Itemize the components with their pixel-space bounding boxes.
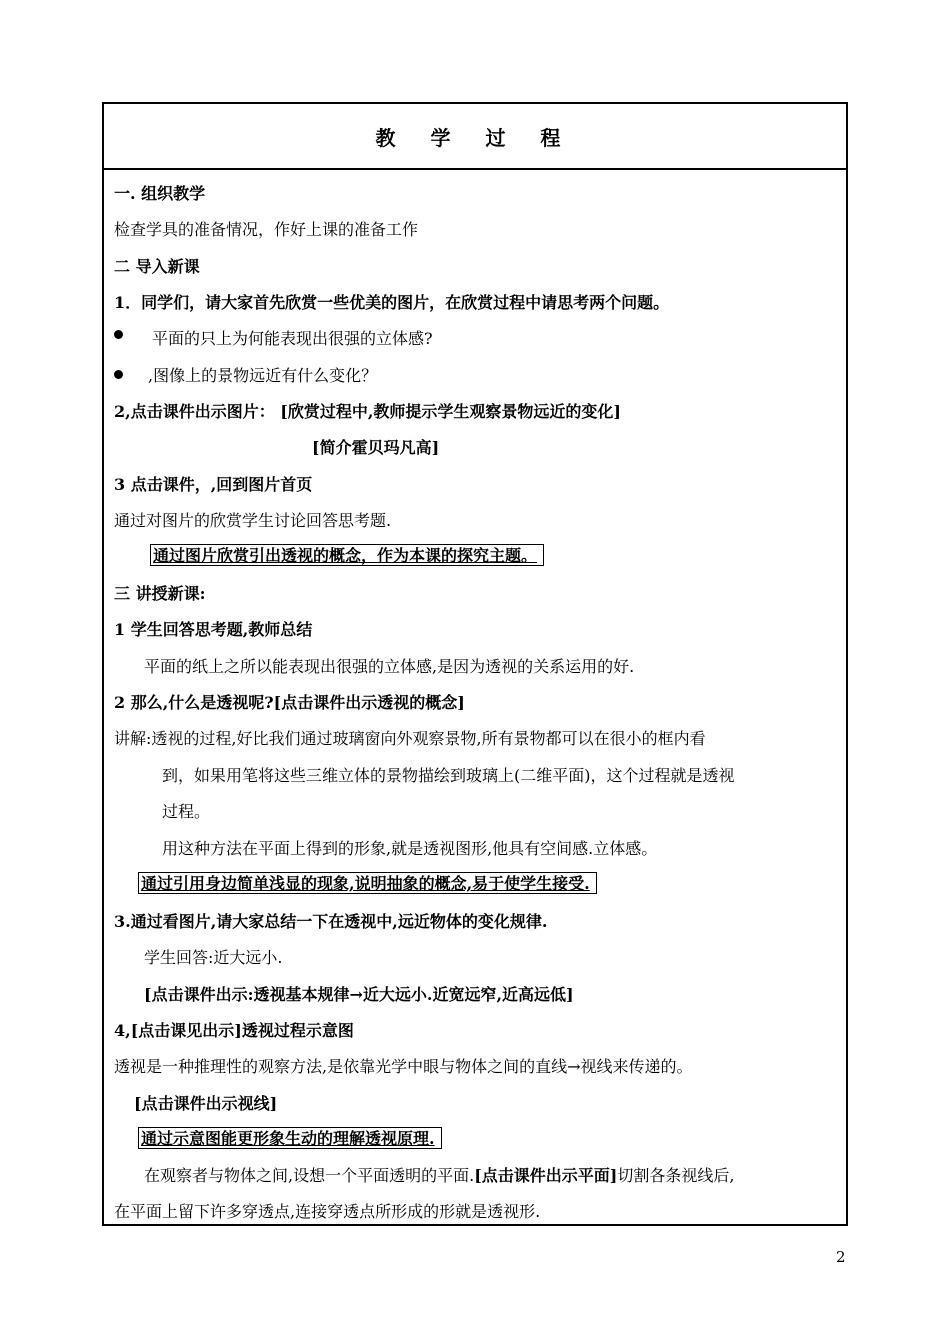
section-heading: 二 导入新课 xyxy=(114,257,200,276)
paragraph: 在平面上留下许多穿透点,连接穿透点所形成的形就是透视形. xyxy=(114,1202,541,1221)
table-title: 教 学 过 程 xyxy=(104,104,846,170)
step-heading: 4,[点击课见出示]透视过程示意图 xyxy=(114,1021,354,1040)
bullet-item: 平面的只上为何能表现出很强的立体感? xyxy=(152,329,433,348)
paragraph: 讲解:透视的过程,好比我们通过玻璃窗向外观察景物,所有景物都可以在很小的框内看 xyxy=(114,729,706,748)
step-heading: 3.通过看图片,请大家总结一下在透视中,远近物体的变化规律. xyxy=(114,912,548,931)
step-heading: 2 那么,什么是透视呢?[点击课件出示透视的概念] xyxy=(114,693,465,712)
step-heading: 1．同学们，请大家首先欣赏一些优美的图片，在欣赏过程中请思考两个问题。 xyxy=(114,293,670,312)
paragraph: 平面的纸上之所以能表现出很强的立体感,是因为透视的关系运用的好. xyxy=(144,657,635,676)
bullet-item: ,图像上的景物远近有什么变化？ xyxy=(148,366,378,385)
paragraph: 过程。 xyxy=(162,802,211,821)
boxed-note: 通过引用身边简单浅显的现象,说明抽象的概念,易于使学生接受. xyxy=(138,872,597,894)
paragraph: 在观察者与物体之间,设想一个平面透明的平面.[点击课件出示平面]切割各条视线后, xyxy=(144,1166,735,1185)
page-number: 2 xyxy=(836,1248,846,1266)
boxed-note: 通过图片欣赏引出透视的概念，作为本课的探究主题。 xyxy=(150,544,544,566)
section-heading: 一. 组织教学 xyxy=(114,184,206,203)
paragraph: 检查学具的准备情况，作好上课的准备工作 xyxy=(114,220,419,239)
boxed-note: 通过示意图能更形象生动的理解透视原理. xyxy=(138,1127,442,1149)
bullet-icon xyxy=(114,330,123,339)
step-heading: 3 点击课件，,回到图片首页 xyxy=(114,475,313,494)
section-heading: 三 讲授新课: xyxy=(114,584,206,603)
step-note: [点击课件出示:透视基本规律→近大远小.近宽远窄,近高远低] xyxy=(144,985,574,1004)
step-note: [点击课件出示视线] xyxy=(134,1094,278,1113)
step-note: [简介霍贝玛凡高] xyxy=(312,438,440,457)
paragraph: 到，如果用笔将这些三维立体的景物描绘到玻璃上(二维平面)，这个过程就是透视 xyxy=(162,766,735,785)
bullet-icon xyxy=(114,370,123,379)
paragraph: 透视是一种推理性的观察方法,是依靠光学中眼与物体之间的直线→视线来传递的。 xyxy=(114,1057,693,1076)
step-heading: 1 学生回答思考题,教师总结 xyxy=(114,620,313,639)
step-heading: 2,点击课件出示图片： [欣赏过程中,教师提示学生观察景物远近的变化] xyxy=(114,402,621,421)
paragraph: 学生回答:近大远小. xyxy=(144,948,283,967)
paragraph: 通过对图片的欣赏学生讨论回答思考题. xyxy=(114,511,392,530)
paragraph: 用这种方法在平面上得到的形象,就是透视图形,他具有空间感.立体感。 xyxy=(162,839,658,858)
